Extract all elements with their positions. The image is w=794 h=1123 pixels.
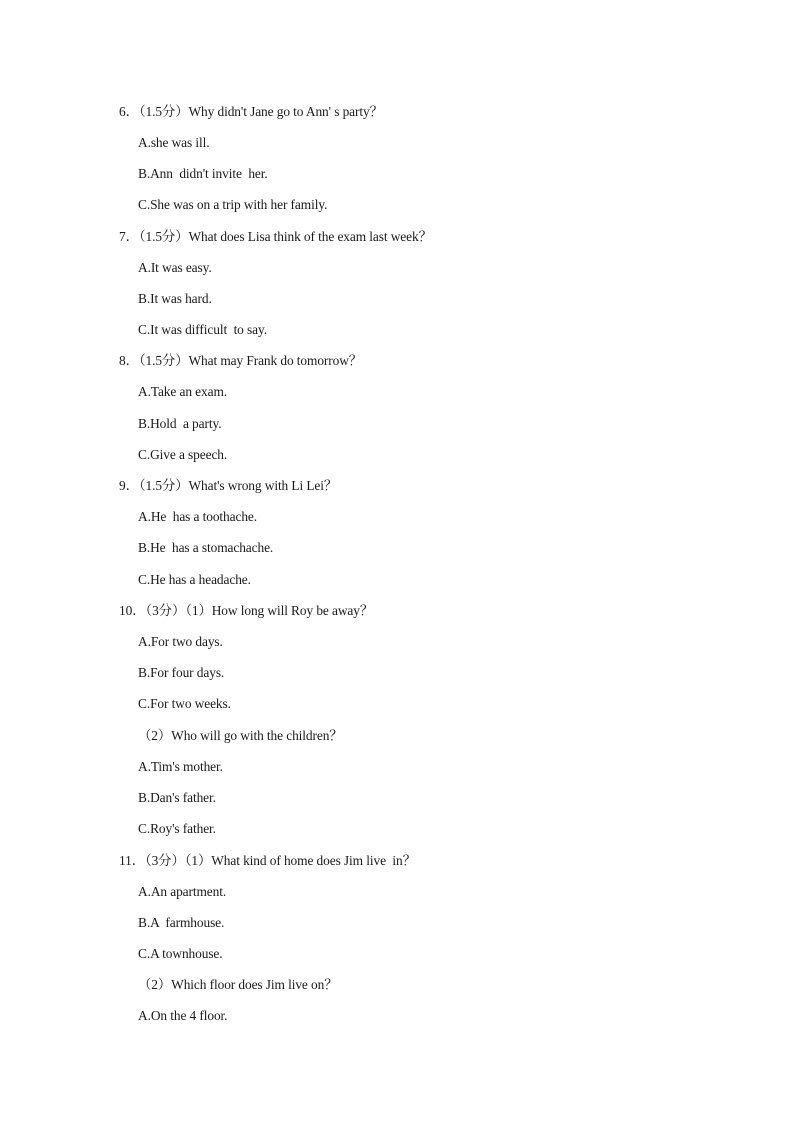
- question-number: 8．: [119, 353, 139, 368]
- question-score: （1.5分）: [138, 229, 189, 244]
- question-8: [119, 353, 362, 369]
- option-a: A.she was ill.: [138, 135, 210, 150]
- question-number: 7．: [119, 229, 139, 244]
- question-number: 6．: [119, 104, 139, 119]
- option-b: B.A farmhouse.: [138, 915, 225, 930]
- option-b: B.He has a stomachache.: [138, 540, 274, 555]
- question-text: Why didn't Jane go to Ann' s party？: [188, 104, 383, 119]
- question-number: 9．: [119, 478, 139, 493]
- question-text: What's wrong with Li Lei？: [188, 478, 338, 493]
- question-text: What may Frank do tomorrow？: [188, 353, 363, 368]
- question-score: （1.5分）: [138, 478, 189, 493]
- question-6: [119, 104, 383, 120]
- option-b: B.It was hard.: [138, 291, 212, 306]
- question-text: What does Lisa think of the exam last week？: [188, 229, 432, 244]
- sub-question-text: （2）Who will go with the children？: [138, 728, 343, 743]
- question-score: （1.5分）: [138, 353, 189, 368]
- option-c: C.For two weeks.: [138, 696, 231, 711]
- question-text: （1）How long will Roy be away？: [185, 603, 374, 618]
- question-score: （3分）: [145, 603, 186, 618]
- option-b: B.For four days.: [138, 665, 225, 680]
- option-b: B.Dan's father.: [138, 790, 216, 805]
- option-a: A.Tim's mother.: [138, 759, 223, 774]
- question-number: 11．: [119, 853, 145, 868]
- question-10: [119, 603, 373, 619]
- question-text: （1）What kind of home does Jim live in？: [184, 853, 416, 868]
- option-c: C.A townhouse.: [138, 946, 223, 961]
- option-c: C.He has a headache.: [138, 572, 251, 587]
- question-score: （1.5分）: [138, 104, 189, 119]
- option-a: A.An apartment.: [138, 884, 227, 899]
- option-c: C.Give a speech.: [138, 447, 228, 462]
- option-a: A.Take an exam.: [138, 384, 228, 399]
- option-a: A.On the 4 floor.: [138, 1008, 228, 1023]
- question-7: [119, 229, 432, 245]
- option-b: B.Hold a party.: [138, 416, 222, 431]
- question-9: [119, 478, 337, 494]
- option-a: A.For two days.: [138, 634, 223, 649]
- question-score: （3分）: [144, 853, 185, 868]
- option-c: C.She was on a trip with her family.: [138, 197, 328, 212]
- option-c: C.It was difficult to say.: [138, 322, 267, 337]
- sub-question-text: （2）Which floor does Jim live on？: [138, 977, 338, 992]
- option-a: A.It was easy.: [138, 260, 212, 275]
- question-number: 10．: [119, 603, 146, 618]
- option-c: C.Roy's father.: [138, 821, 216, 836]
- option-a: A.He has a toothache.: [138, 509, 258, 524]
- question-11: [119, 853, 416, 869]
- option-b: B.Ann didn't invite her.: [138, 166, 268, 181]
